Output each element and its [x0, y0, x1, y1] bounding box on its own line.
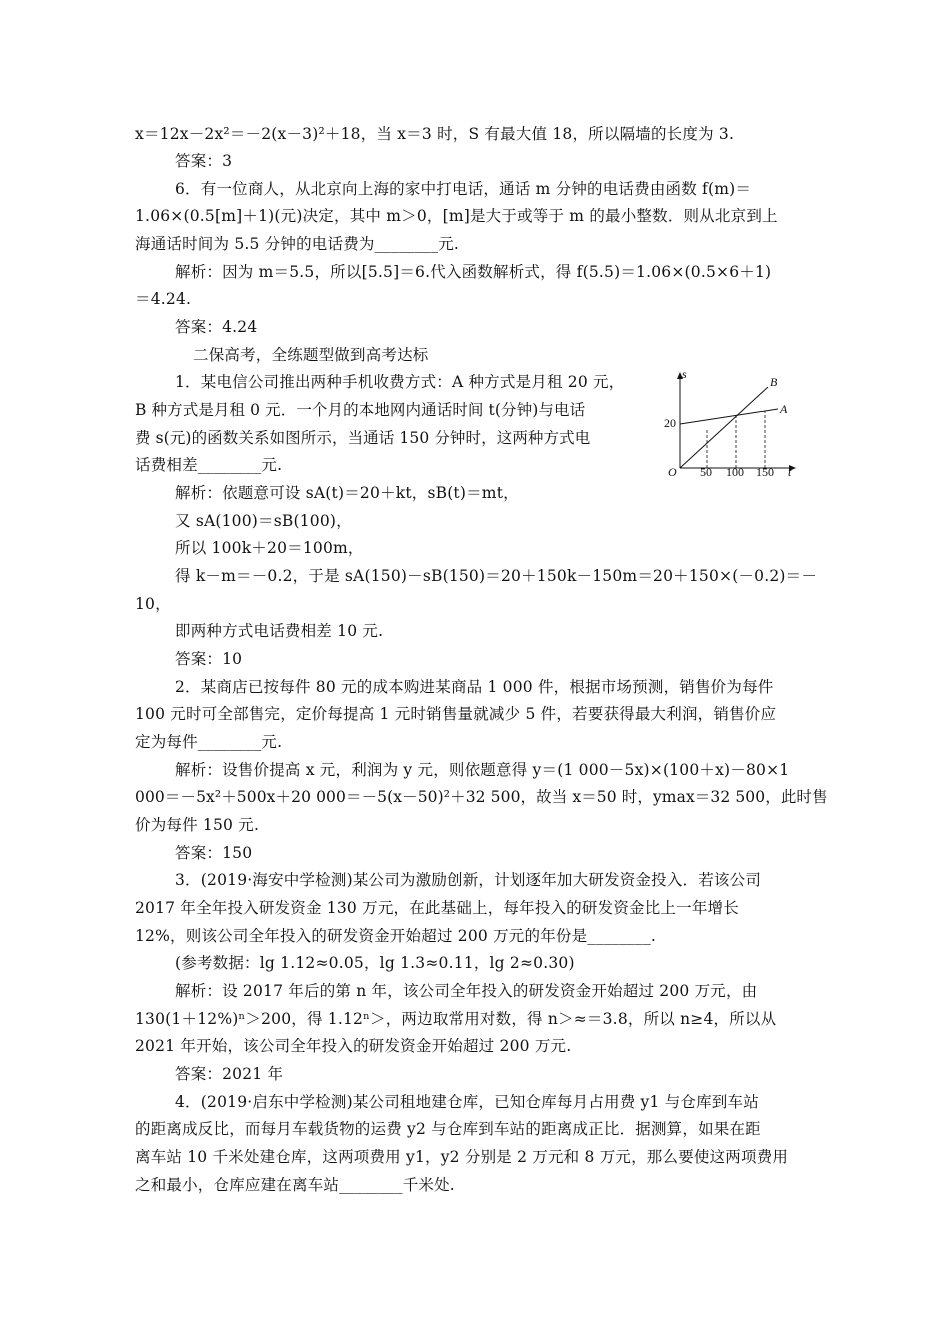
text-line: 定为每件________元. [135, 733, 283, 751]
x-tick-50: 50 [700, 465, 712, 478]
t-axis-label: t [788, 465, 792, 478]
question-line: 4．(2019·启东中学检测)某公司租地建仓库，已知仓库每月占用费 y1 与仓库到车站 [175, 1093, 759, 1111]
text-line: 话费相差________元. [135, 456, 283, 474]
solution-line: 解析：因为 m＝5.5，所以[5.5]＝6.代入函数解析式，得 f(5.5)＝1.06×(0.5×6＋1) [175, 263, 772, 281]
question-line: 6．有一位商人，从北京向上海的家中打电话，通话 m 分钟的电话费由函数 f(m)＝ [175, 180, 752, 198]
text-line: B 种方式是月租 0 元．一个月的本地网内通话时间 t(分钟)与电话 [135, 401, 586, 419]
text-line: 即两种方式电话费相差 10 元. [175, 622, 384, 640]
x-tick-150: 150 [756, 465, 774, 478]
text-line: 离车站 10 千米处建仓库，这两项费用 y1，y2 分别是 2 万元和 8 万元，那么要使这两项费用 [135, 1148, 789, 1166]
text-line: 之和最小，仓库应建在离车站________千米处. [135, 1176, 455, 1194]
text-line: 费 s(元)的函数关系如图所示，当通话 150 分钟时，这两种方式电 [135, 429, 591, 447]
line-b-label: B [770, 375, 778, 389]
s-axis-label: s [682, 368, 687, 381]
text-line: 130(1＋12%)ⁿ＞200，得 1.12ⁿ＞，两边取常用对数，得 n＞≈＝3.8，所以 n≥4，所以从 [135, 1010, 777, 1028]
y-tick-20: 20 [664, 416, 676, 430]
text-line: 又 sA(100)＝sB(100)， [175, 512, 352, 530]
text-line: 海通话时间为 5.5 分钟的电话费为________元. [135, 235, 460, 253]
question-line: 3．(2019·海安中学检测)某公司为激励创新，计划逐年加大研发资金投入．若该公司 [175, 871, 762, 889]
x-tick-100: 100 [726, 465, 744, 478]
answer-line: 答案：150 [175, 844, 253, 862]
origin-label: O [668, 465, 677, 478]
text-line: x＝12x－2x²＝－2(x－3)²＋18，当 x＝3 时，S 有最大值 18，所以隔墙的长度为 3. [135, 125, 735, 143]
question-line: 2．某商店已按每件 80 元的成本购进某商品 1 000 件，根据市场预测，销售价为每件 [175, 678, 774, 696]
line-b [680, 387, 768, 468]
text-line: ＝4.24. [135, 290, 192, 308]
answer-line: 答案：2021 年 [175, 1065, 284, 1083]
solution-line: 解析：设 2017 年后的第 n 年，该公司全年投入的研发资金开始超过 200 万元，由 [175, 982, 758, 1000]
text-line: 100 元时可全部售完，定价每提高 1 元时销售量就减少 5 件，若要获得最大利润，销售价应 [135, 705, 777, 723]
question-line: 1．某电信公司推出两种手机收费方式：A 种方式是月租 20 元， [175, 373, 625, 391]
solution-line: 解析：设售价提高 x 元，利润为 y 元，则依题意得 y＝(1 000－5x)×(100＋x)－80×1 [175, 761, 790, 779]
phone-fee-graph [662, 368, 798, 478]
answer-line: 答案：4.24 [175, 318, 258, 336]
section-heading: 二保高考，全练题型做到高考达标 [193, 346, 429, 364]
line-a-label: A [780, 402, 788, 416]
text-line: 000＝－5x²＋500x＋20 000＝－5(x－50)²＋32 500，故当 x＝50 时，ymax＝32 500，此时售 [135, 788, 828, 806]
answer-line: 答案：3 [175, 152, 233, 170]
text-line: 的距离成反比，而每月车载货物的运费 y2 与仓库到车站的距离成正比．据测算，如果在距 [135, 1120, 761, 1138]
text-line: 得 k－m＝－0.2，于是 sA(150)－sB(150)＝20＋150k－150m＝20＋150×(－0.2)＝－ [175, 567, 818, 585]
line-a [680, 409, 778, 424]
text-line: 12%，则该公司全年投入的研发资金开始超过 200 万元的年份是________. [135, 927, 657, 945]
text-line: 所以 100k＋20＝100m， [175, 539, 364, 557]
text-line: 价为每件 150 元. [135, 816, 260, 834]
text-line: 2017 年全年投入研发资金 130 万元，在此基础上，每年投入的研发资金比上一年增长 [135, 899, 739, 917]
reference-data: (参考数据：lg 1.12≈0.05，lg 1.3≈0.11，lg 2≈0.30) [175, 954, 575, 972]
answer-line: 答案：10 [175, 650, 243, 668]
text-line: 1.06×(0.5[m]＋1)(元)决定，其中 m＞0，[m]是大于或等于 m 的最小整数．则从北京到上 [135, 207, 778, 225]
text-line: 10， [135, 595, 171, 613]
text-line: 2021 年开始，该公司全年投入的研发资金开始超过 200 万元. [135, 1037, 572, 1055]
solution-line: 解析：依题意可设 sA(t)＝20＋kt，sB(t)＝mt， [175, 484, 519, 502]
